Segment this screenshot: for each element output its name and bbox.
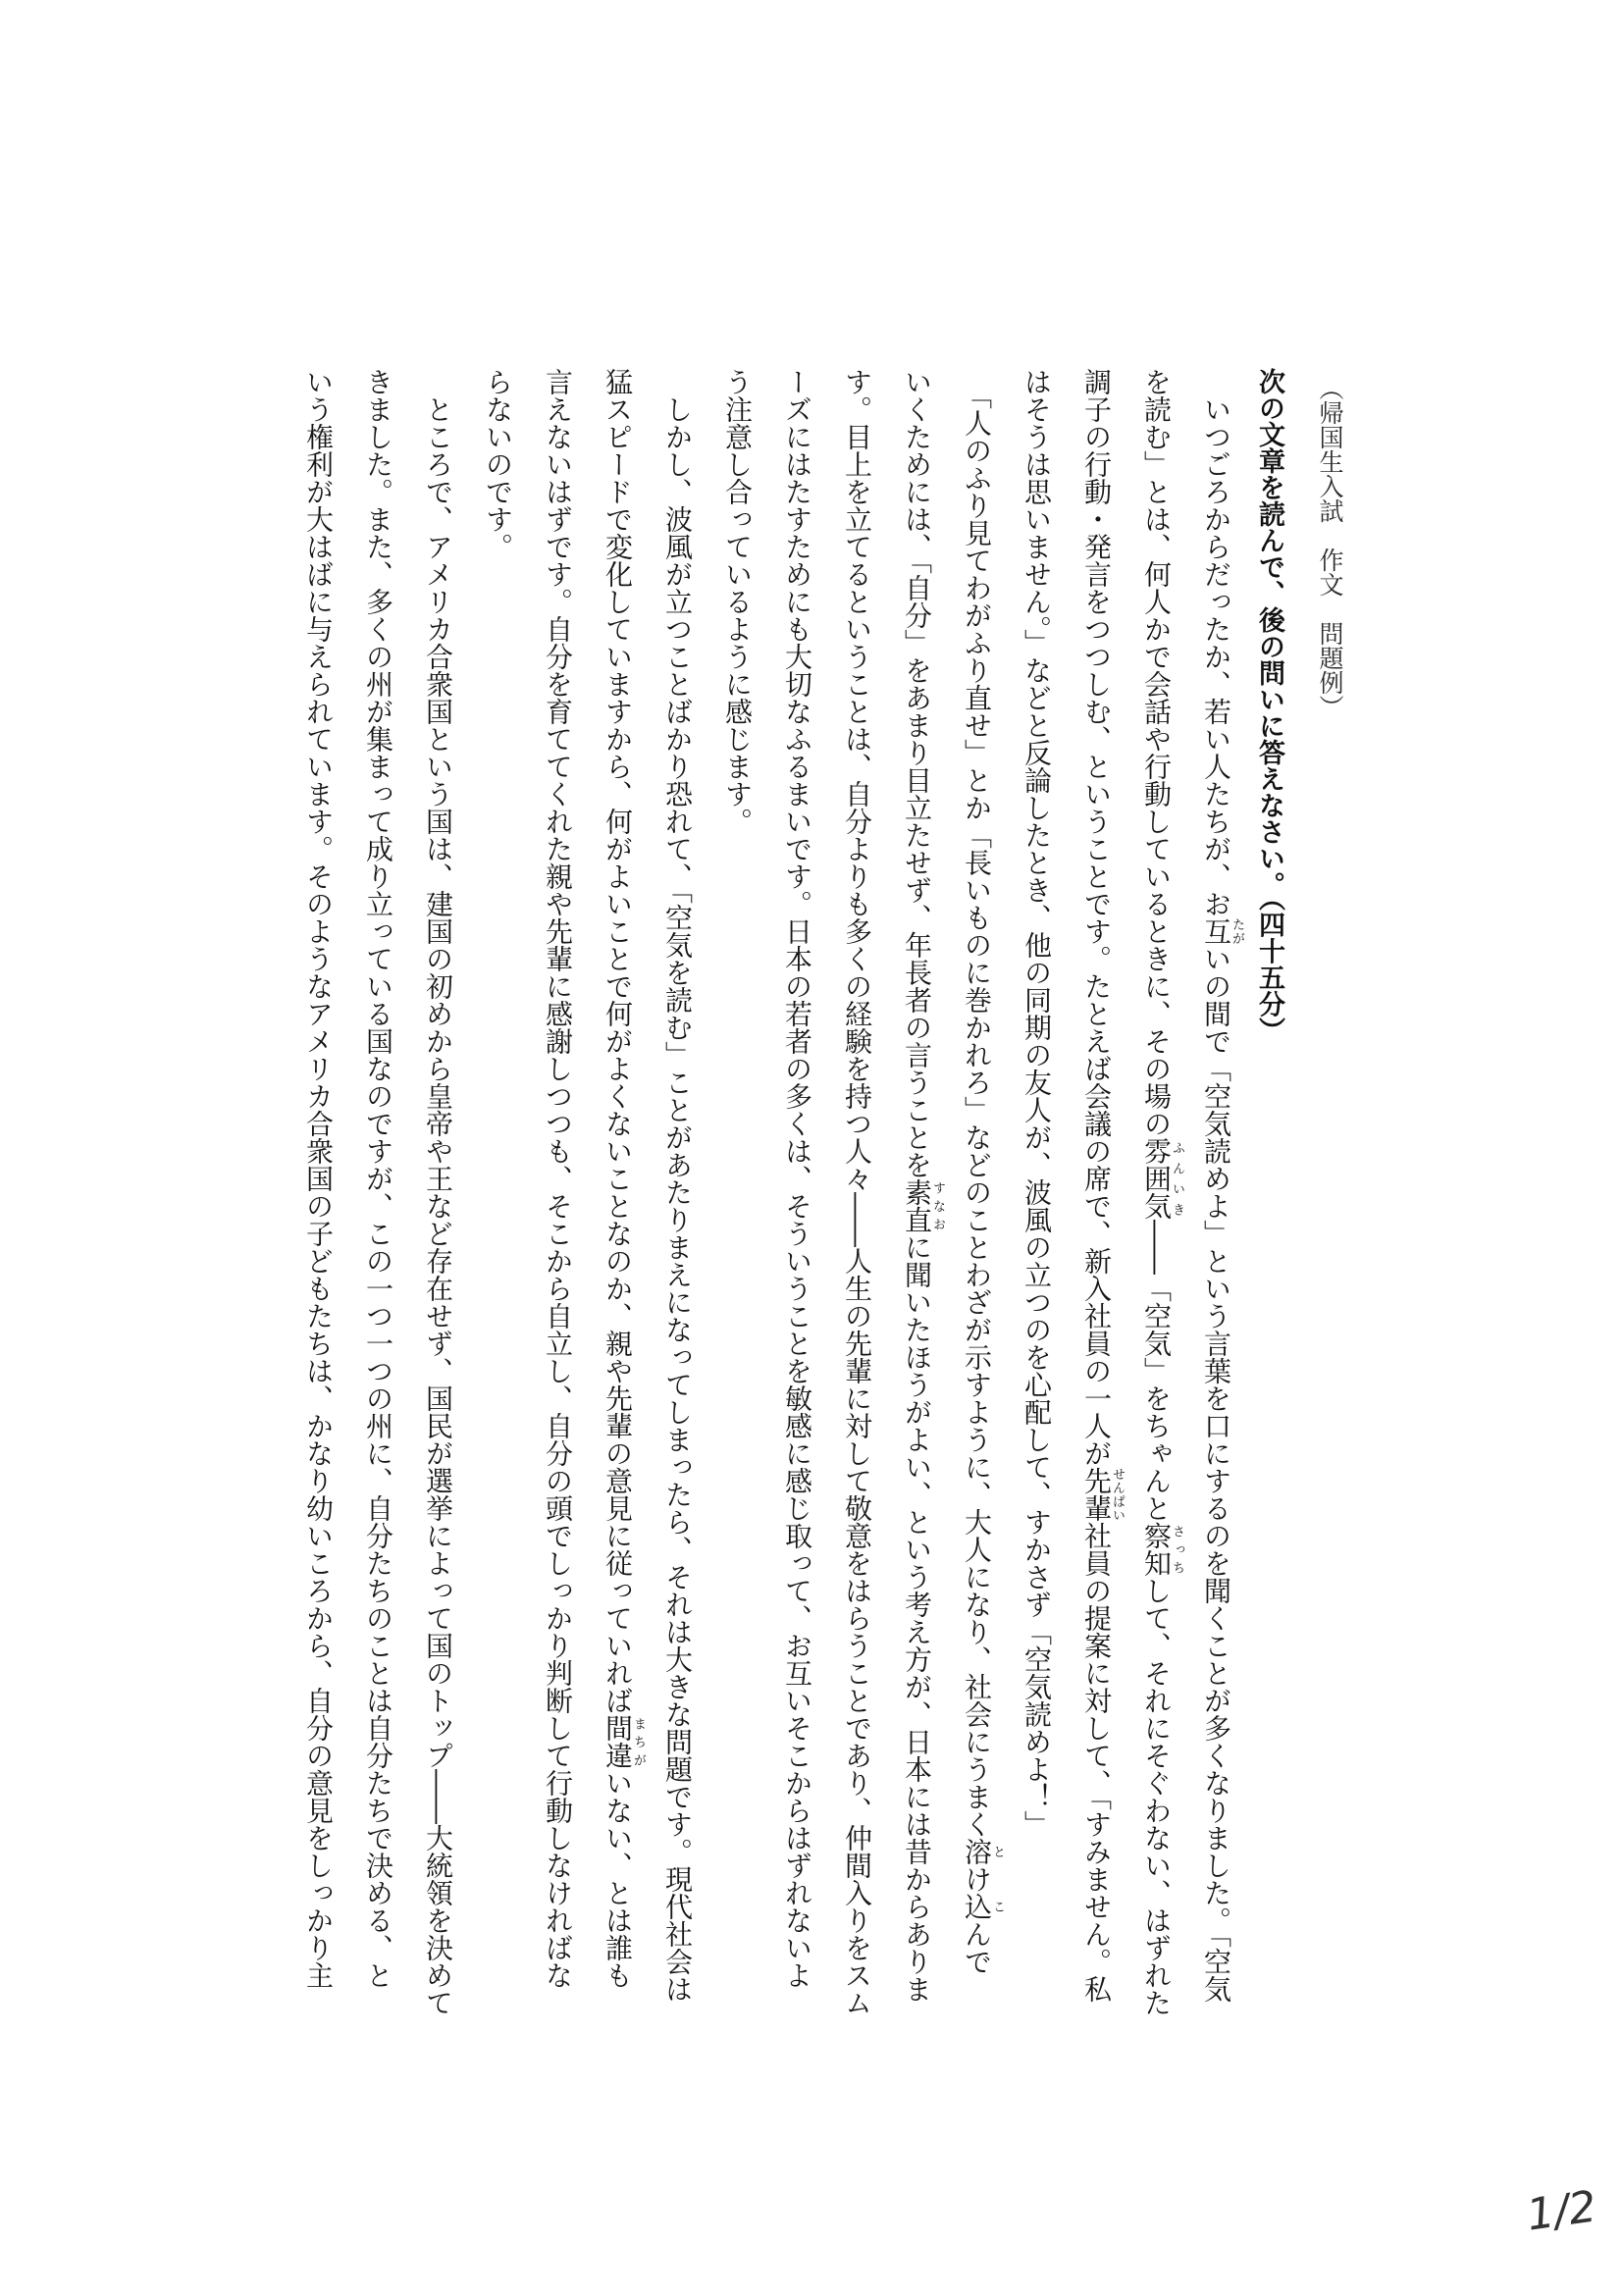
passage-line: らないのです。 bbox=[482, 368, 514, 560]
passage-text: いない、とは誰も bbox=[602, 1769, 634, 1989]
passage-text: いくためには、「自分」をあまり目立たせず、年長者の言うことを bbox=[901, 368, 933, 1178]
ruby-base: 込 bbox=[961, 1893, 993, 1920]
document-header: （帰国生入試 作文 問題例） bbox=[1316, 376, 1344, 719]
passage-text: 調子の行動・発言をつつしむ、ということです。たとえば会議の席で、新入社員の一人が bbox=[1080, 368, 1113, 1467]
furigana-word bbox=[1200, 917, 1244, 945]
passage-line: きました。また、多くの州が集まって成り立っている国なのですが、この一つ一つの州に、自分たちのことは自分たちで決める、と bbox=[362, 368, 394, 1989]
passage-line: う注意し合っているように感じます。 bbox=[721, 368, 754, 835]
passage-text: いつごろからだったか、若い人たちが、お bbox=[1200, 368, 1232, 917]
passage-line: ーズにはたすためにも大切なふるまいです。日本の若者の多くは、そういうことを敏感に感じ取って、お互いそこからはずれないよ bbox=[781, 368, 813, 1989]
passage-text: に聞いたほうがよい、という考え方が、日本には昔からありま bbox=[901, 1233, 933, 2003]
passage-line: しかし、波風が立つことばかり恐れて、「空気を読む」ことがあたりまえになってしまったら、それは大きな問題です。現代社会は bbox=[661, 368, 694, 2003]
instruction-heading: 次の文章を読んで、後の問いに答えなさい。（四十五分） bbox=[1254, 368, 1284, 1044]
passage-line: はそうは思いません。」などと反論したとき、他の同期の友人が、波風の立つのを心配して、すかさず「空気読めよ！」 bbox=[1021, 368, 1053, 1838]
passage-line: ところで、アメリカ合衆国という国は、建国の初めから皇帝や王など存在せず、国民が選挙によって国のトップ――大統領を決めて bbox=[422, 368, 454, 2016]
passage-line bbox=[1126, 368, 1186, 2026]
passage-text: いの間で「空気読めよ」という言葉を口にするのを聞くことが多くなりました。「空気 bbox=[1200, 945, 1232, 2003]
passage-line bbox=[1186, 368, 1246, 2026]
passage-line: いう権利が大はばに与えられています。そのようなアメリカ合衆国の子どもたちは、かなり幼いころから、自分の意見をしっかり主 bbox=[302, 368, 335, 1989]
passage-text: 猛スピードで変化していますから、何がよいことで何がよくないことなのか、親や先輩の意見に従っていれば bbox=[602, 368, 634, 1714]
vertical-text-block bbox=[288, 368, 1368, 2026]
passage-text: んで bbox=[961, 1920, 993, 1975]
ruby-base: 察知 bbox=[1140, 1522, 1173, 1577]
ruby-base: 溶 bbox=[961, 1838, 993, 1865]
passage-text: ――「空気」をちゃんと bbox=[1140, 1220, 1173, 1522]
passage-text: を読む」とは、何人かで会話や行動しているときに、その場の bbox=[1140, 368, 1173, 1137]
passage-line bbox=[947, 368, 1007, 2026]
furigana-word bbox=[1140, 1137, 1184, 1220]
furigana-word bbox=[1140, 1522, 1184, 1577]
passage-text: 「人のふり見てわがふり直せ」とか「長いものに巻かれろ」などのことわざが示すように、大人になり、社会にうまく bbox=[961, 368, 993, 1838]
ruby-reading: こ bbox=[990, 1893, 1005, 1920]
ruby-reading: まちが bbox=[631, 1714, 646, 1769]
passage-text: して、それにそぐわない、はずれた bbox=[1140, 1577, 1173, 2016]
ruby-reading: と bbox=[990, 1838, 1005, 1865]
passage-line bbox=[588, 368, 648, 2026]
furigana-word bbox=[901, 1178, 945, 1233]
ruby-reading: さっち bbox=[1170, 1522, 1184, 1577]
ruby-reading: すなお bbox=[930, 1178, 945, 1233]
passage-line: 言えないはずです。自分を育ててくれた親や先輩に感謝しつつも、そこから自立し、自分の頭でしっかり判断して行動しなければな bbox=[542, 368, 574, 1989]
passage-line bbox=[887, 368, 947, 2026]
furigana-word bbox=[1080, 1467, 1125, 1522]
ruby-base: 互 bbox=[1200, 917, 1232, 945]
ruby-base: 雰囲気 bbox=[1140, 1137, 1173, 1220]
passage-line: す。目上を立てるということは、自分よりも多くの経験を持つ人々――人生の先輩に対して敬意をはらうことであり、仲間入りをスム bbox=[841, 368, 873, 2016]
ruby-reading: せんぱい bbox=[1110, 1467, 1125, 1522]
ruby-base: 素直 bbox=[901, 1178, 933, 1233]
furigana-word bbox=[602, 1714, 646, 1769]
passage-line bbox=[1067, 368, 1126, 2026]
ruby-reading: たが bbox=[1230, 917, 1244, 945]
ruby-reading: ふんいき bbox=[1170, 1137, 1184, 1220]
furigana-word bbox=[961, 1893, 1005, 1920]
passage-text: け bbox=[961, 1865, 993, 1893]
passage-text: 社員の提案に対して、「すみません。私 bbox=[1080, 1522, 1113, 2003]
ruby-base: 間違 bbox=[602, 1714, 634, 1769]
ruby-base: 先輩 bbox=[1080, 1467, 1113, 1522]
furigana-word bbox=[961, 1838, 1005, 1865]
handwritten-page-number: 1/2 bbox=[1523, 2181, 1600, 2241]
